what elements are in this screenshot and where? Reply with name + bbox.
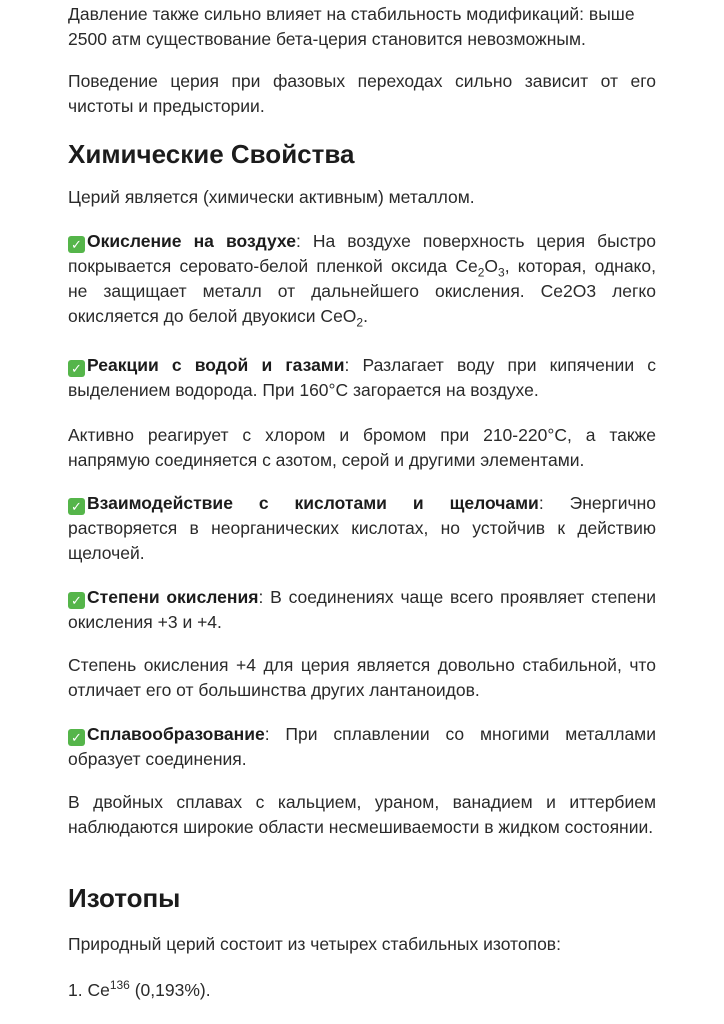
isotopes-intro-paragraph: Природный церий состоит из четырех стабильных изотопов: xyxy=(68,934,561,954)
isotope-item-1-mass: 136 xyxy=(109,978,130,993)
oxidation-air-text-b: O xyxy=(484,256,499,276)
check-mark-icon: ✓ xyxy=(68,729,85,746)
halogens-paragraph: Активно реагирует с хлором и бромом при 210-220°C, а также напрямую соединяется с азотом, серой и другими элементами. xyxy=(68,425,656,470)
oxidation-states-text: : В соединениях чаще всего проявляет степени окисления +3 и +4. xyxy=(68,587,657,632)
isotopes-heading: Изотопы xyxy=(68,883,181,913)
isotope-item-1-prefix: 1. Ce xyxy=(68,980,110,1000)
oxidation-air-text-d: . xyxy=(363,306,368,326)
acids-paragraph xyxy=(68,491,656,566)
alloy-text: : При сплавлении со многими металлами образует соединения. xyxy=(68,724,656,769)
chemical-properties-heading: Химические Свойства xyxy=(68,139,355,169)
check-mark-icon: ✓ xyxy=(68,592,85,609)
plus4-paragraph: Степень окисления +4 для церия является довольно стабильной, что отличает его от большинства других лантаноидов. xyxy=(68,655,656,700)
oxidation-air-sub-1: 2 xyxy=(477,265,485,280)
isotope-item-1-abundance: (0,193%). xyxy=(129,980,211,1000)
oxidation-states-title: Степени окисления xyxy=(87,587,259,607)
pressure-line-2: 2500 атм существование бета-церия становится невозможным. xyxy=(68,29,586,49)
water-gas-paragraph xyxy=(68,353,656,403)
acids-title: Взаимодействие с кислотами и щелочами xyxy=(87,493,539,513)
oxidation-air-sub-3: 2 xyxy=(356,315,364,330)
check-mark-icon: ✓ xyxy=(68,498,85,515)
acids-text: : Энергично растворяется в неорганических кислотах, но устойчив к действию щелочей. xyxy=(68,493,656,563)
intro-paragraph: Церий является (химически активным) металлом. xyxy=(68,187,475,207)
check-mark-icon: ✓ xyxy=(68,236,85,253)
isotope-item-1 xyxy=(68,978,656,1003)
water-gas-title: Реакции с водой и газами xyxy=(87,355,345,375)
oxidation-air-text-c: , которая, однако, не защищает металл от дальнейшего окисления. Ce2O3 легко окисляется до белой двуокиси CeO xyxy=(68,256,656,326)
phase-paragraph: Поведение церия при фазовых переходах сильно зависит от его чистоты и предыстории. xyxy=(68,71,656,116)
pressure-paragraph xyxy=(68,2,668,52)
check-mark-icon: ✓ xyxy=(68,360,85,377)
alloy-title: Сплавообразование xyxy=(87,724,265,744)
oxidation-air-title: Окисление на воздухе xyxy=(87,231,296,251)
pressure-line-1: Давление также сильно влияет на стабильность модификаций: выше xyxy=(68,4,635,24)
oxidation-states-paragraph xyxy=(68,585,656,635)
oxidation-air-text-a: : На воздухе поверхность церия быстро покрывается серовато-белой пленкой оксида Ce xyxy=(68,231,656,276)
alloy-paragraph xyxy=(68,722,656,772)
binary-alloys-paragraph: В двойных сплавах с кальцием, ураном, ванадием и иттербием наблюдаются широкие области несмешиваемости в жидком состоянии. xyxy=(68,792,656,837)
water-gas-text: : Разлагает воду при кипячении с выделением водорода. При 160°C загорается на воздухе. xyxy=(68,355,657,400)
oxidation-air-paragraph xyxy=(68,229,656,329)
oxidation-air-sub-2: 3 xyxy=(498,265,505,280)
